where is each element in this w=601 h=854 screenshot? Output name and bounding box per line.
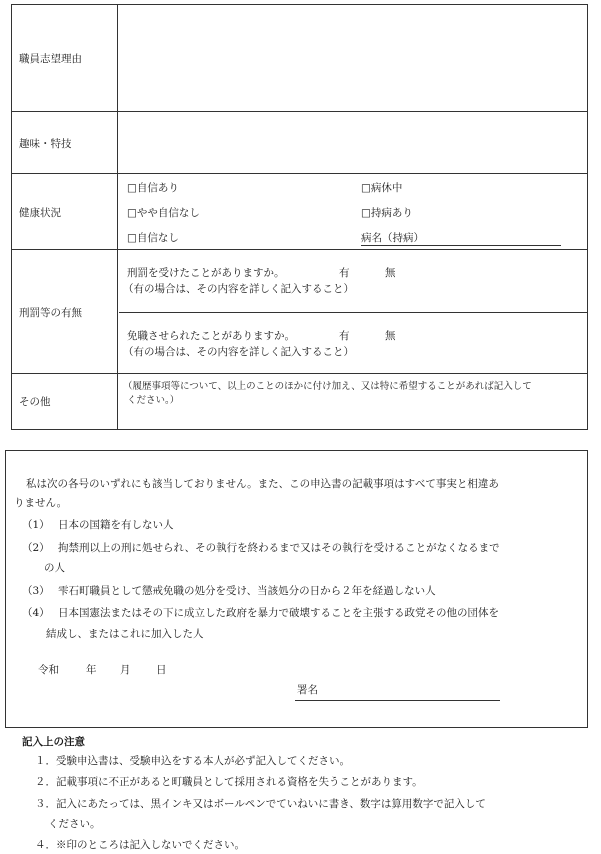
hobbies-label: 趣味・特技 — [12, 112, 118, 174]
declaration-item-3-text: 雫石町職員として懲戒免職の処分を受け、当該処分の日から２年を経過しない人 — [58, 585, 436, 597]
other-label: その他 — [12, 374, 118, 429]
declaration-item-3-num: （3） — [22, 585, 50, 597]
declaration-item-1-text: 日本の国籍を有しない人 — [58, 519, 174, 531]
penalty-criminal-no[interactable]: 無 — [385, 267, 396, 279]
penalty-dismissal-note: （有の場合は、その内容を詳しく記入すること） — [123, 346, 354, 358]
penalty-criminal-yes[interactable]: 有 — [339, 267, 350, 279]
health-option-somewhat-unconfident[interactable]: □やや自信なし — [127, 207, 200, 219]
health-option-chronic-illness[interactable]: □持病あり — [361, 207, 413, 219]
notes-title: 記入上の注意 — [22, 736, 85, 748]
health-option-confident[interactable]: □自信あり — [127, 182, 179, 194]
declaration-item-4-text: 日本国憲法またはその下に成立した政府を暴力で破壊することを主張する政党その他の団体を — [58, 607, 499, 619]
declaration-intro-line2: りません。 — [14, 497, 68, 509]
motivation-row — [12, 5, 587, 111]
declaration-box — [5, 450, 588, 728]
penalty-dismissal-yes[interactable]: 有 — [339, 330, 350, 342]
health-option-unconfident[interactable]: □自信なし — [127, 232, 179, 244]
penalty-question-criminal: 刑罰を受けたことがありますか。 — [127, 267, 285, 279]
penalty-content — [119, 250, 587, 374]
application-form-table — [11, 4, 588, 430]
date-era: 令和 — [38, 664, 59, 676]
health-option-on-sick-leave[interactable]: □病休中 — [361, 182, 403, 194]
penalty-row — [12, 249, 587, 374]
note-item-2: ２．記載事項に不正があると町職員として採用される資格を失うことがあります。 — [35, 776, 423, 788]
date-month[interactable]: 月 — [120, 664, 131, 676]
declaration-item-4-num: （4） — [22, 607, 50, 619]
penalty-dismissal-no[interactable]: 無 — [385, 330, 396, 342]
penalty-label: 刑罰等の有無 — [12, 250, 118, 374]
other-note-line2: ください。） — [127, 395, 180, 406]
date-day[interactable]: 日 — [156, 664, 167, 676]
signature-label: 署名 — [297, 684, 318, 696]
motivation-field[interactable] — [119, 5, 587, 111]
declaration-item-2-num: （2） — [22, 542, 50, 554]
hobbies-field[interactable] — [119, 112, 587, 174]
declaration-item-4-text-cont: 結成し、またはこれに加入した人 — [46, 628, 204, 640]
date-year[interactable]: 年 — [86, 664, 97, 676]
disease-name-field[interactable] — [361, 244, 561, 246]
health-label: 健康状況 — [12, 174, 118, 250]
declaration-intro-line1: 私は次の各号のいずれにも該当しておりません。また、この申込書の記載事項はすべて事実と相違あ — [26, 478, 499, 490]
other-note-line1: （履歴事項等について、以上のことのほかに付け加え、又は特に希望することがあれば記入して — [123, 381, 532, 392]
other-field[interactable] — [119, 374, 587, 429]
health-row — [12, 173, 587, 250]
other-row — [12, 373, 587, 429]
penalty-question-dismissal: 免職させられたことがありますか。 — [127, 330, 295, 342]
declaration-item-2-text-cont: の人 — [44, 562, 65, 574]
hobbies-row — [12, 111, 587, 174]
declaration-item-2-text: 拘禁刑以上の刑に処せられ、その執行を終わるまで又はその執行を受けることがなくなるまで — [58, 542, 500, 554]
penalty-criminal-note: （有の場合は、その内容を詳しく記入すること） — [123, 283, 354, 295]
note-item-3: ３．記入にあたっては、黒インキ又はボールペンでていねいに書き、数字は算用数字で記入して — [35, 798, 486, 810]
penalty-divider — [119, 312, 587, 313]
note-item-1: １．受験申込書は、受験申込をする本人が必ず記入してください。 — [35, 755, 350, 767]
declaration-item-1-num: （1） — [22, 519, 50, 531]
disease-name-label: 病名（持病） — [361, 232, 424, 244]
note-item-3-cont: ください。 — [48, 818, 101, 830]
note-item-4: ４．※印のところは記入しないでください。 — [35, 839, 245, 851]
motivation-label: 職員志望理由 — [12, 5, 118, 111]
health-options — [119, 174, 587, 250]
signature-field[interactable] — [295, 699, 500, 701]
